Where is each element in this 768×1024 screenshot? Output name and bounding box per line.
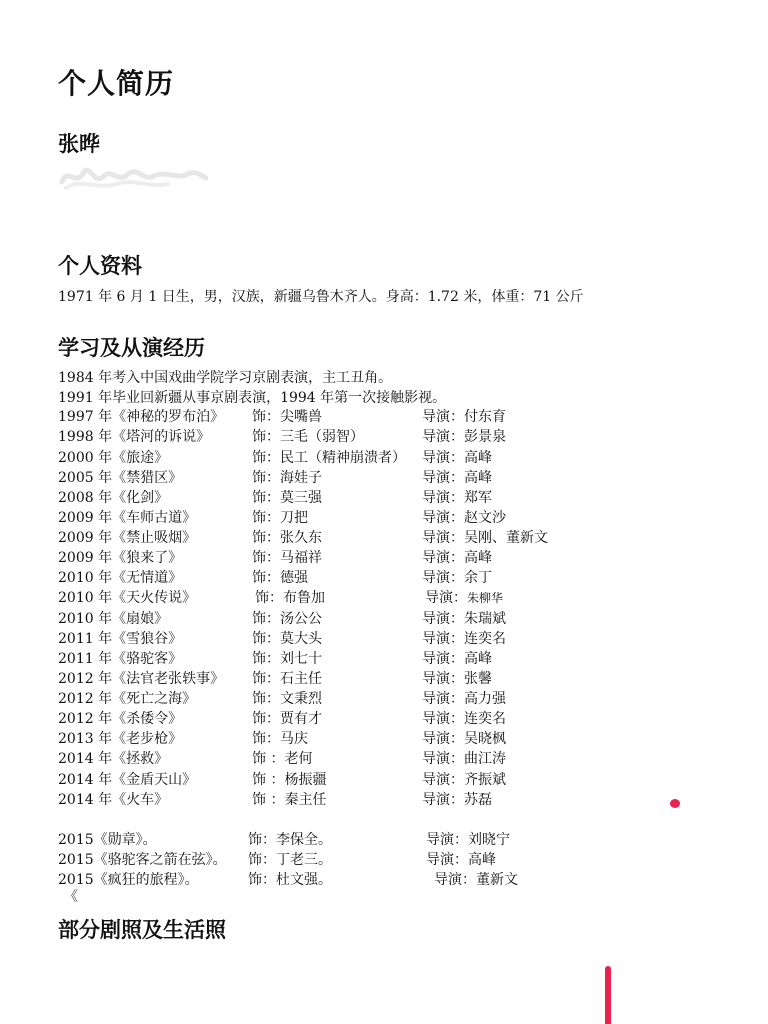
experience-intro-line: 1984 年考入中国戏曲学院学习京剧表演，主工丑角。 bbox=[58, 370, 393, 386]
role-character: 饰 ：老何 bbox=[252, 751, 313, 767]
role-director-label: 导演： bbox=[425, 590, 467, 606]
stray-bracket: 《 bbox=[64, 889, 78, 905]
role-director: 导演：曲江涛 bbox=[422, 751, 506, 767]
signature-image bbox=[58, 158, 208, 194]
role-year-title: 2012 年《杀倭令》 bbox=[58, 711, 183, 727]
role-character: 饰：莫三强 bbox=[252, 490, 322, 506]
role-character: 饰：民工（精神崩溃者） bbox=[252, 450, 406, 466]
experience-intro-line: 1991 年毕业回新疆从事京剧表演，1994 年第一次接触影视。 bbox=[58, 390, 447, 406]
role-year-title: 2014 年《火车》 bbox=[58, 792, 169, 808]
role-year-title: 2011 年《雪狼谷》 bbox=[58, 631, 183, 647]
role-director: 导演：余丁 bbox=[422, 570, 492, 586]
photos-heading: 部分剧照及生活照 bbox=[58, 918, 226, 942]
role-character: 饰：德强 bbox=[252, 570, 308, 586]
role-character: 饰：文秉烈 bbox=[252, 691, 322, 707]
role-year-title: 1998 年《塔河的诉说》 bbox=[58, 429, 211, 445]
role-year-title: 2015《骆驼客之箭在弦》。 bbox=[58, 852, 227, 868]
experience-heading: 学习及从演经历 bbox=[58, 336, 205, 360]
role-character: 饰：张久东 bbox=[252, 530, 322, 546]
red-dot-mark bbox=[670, 799, 680, 808]
role-year-title: 2015《勋章》。 bbox=[58, 832, 157, 848]
role-character: 饰 ：秦主任 bbox=[252, 792, 327, 808]
role-director: 导演：张馨 bbox=[422, 671, 492, 687]
role-director: 导演：齐振斌 bbox=[422, 772, 506, 788]
role-year-title: 2010 年《天火传说》 bbox=[58, 590, 197, 606]
role-year-title: 2009 年《禁止吸烟》 bbox=[58, 530, 197, 546]
role-director: 导演：连奕名 bbox=[422, 711, 506, 727]
role-director: 导演：高峰 bbox=[426, 852, 496, 868]
red-bar-mark bbox=[605, 966, 611, 1024]
profile-text: 1971 年 6 月 1 日生，男，汉族，新疆乌鲁木齐人。身高：1.72 米，体重：71 公斤 bbox=[58, 289, 584, 305]
role-director: 导演：高峰 bbox=[422, 651, 492, 667]
role-year-title: 2012 年《法官老张轶事》 bbox=[58, 671, 225, 687]
role-year-title: 2000 年《旅途》 bbox=[58, 450, 169, 466]
role-director: 导演：高力强 bbox=[422, 691, 506, 707]
role-director: 导演：刘晓宁 bbox=[426, 832, 510, 848]
role-director: 导演：董新文 bbox=[434, 872, 518, 888]
role-year-title: 2015《疯狂的旅程》。 bbox=[58, 872, 199, 888]
role-year-title: 2008 年《化剑》 bbox=[58, 490, 169, 506]
role-character: 饰 ：杨振疆 bbox=[252, 772, 327, 788]
role-character: 饰：杜文强。 bbox=[248, 872, 332, 888]
role-year-title: 2005 年《禁猎区》 bbox=[58, 470, 183, 486]
role-year-title: 2013 年《老步枪》 bbox=[58, 731, 183, 747]
role-director: 导演：朱瑞斌 bbox=[422, 611, 506, 627]
role-year-title: 2011 年《骆驼客》 bbox=[58, 651, 183, 667]
role-director: 导演：苏磊 bbox=[422, 792, 492, 808]
role-year-title: 2009 年《狼来了》 bbox=[58, 550, 183, 566]
role-character: 饰：马庆 bbox=[252, 731, 308, 747]
role-director bbox=[425, 587, 503, 607]
person-name: 张晔 bbox=[58, 132, 100, 156]
role-year-title: 2010 年《扇娘》 bbox=[58, 611, 169, 627]
role-character: 饰：布鲁加 bbox=[255, 590, 325, 606]
role-character: 饰：三毛（弱智） bbox=[252, 429, 364, 445]
role-year-title: 2012 年《死亡之海》 bbox=[58, 691, 197, 707]
profile-heading: 个人资料 bbox=[58, 254, 142, 278]
role-director: 导演：高峰 bbox=[422, 550, 492, 566]
role-director: 导演：郑军 bbox=[422, 490, 492, 506]
role-character: 饰：马福祥 bbox=[252, 550, 322, 566]
role-year-title: 1997 年《神秘的罗布泊》 bbox=[58, 409, 225, 425]
role-character: 饰：尖嘴兽 bbox=[252, 409, 322, 425]
role-director: 导演：吴刚、董新文 bbox=[422, 530, 548, 546]
role-character: 饰：石主任 bbox=[252, 671, 322, 687]
role-year-title: 2010 年《无情道》 bbox=[58, 570, 183, 586]
role-year-title: 2009 年《车师古道》 bbox=[58, 510, 197, 526]
role-character: 饰：贾有才 bbox=[252, 711, 322, 727]
role-character: 饰：李保全。 bbox=[248, 832, 332, 848]
role-character: 饰：莫大头 bbox=[252, 631, 322, 647]
role-character: 饰：海娃子 bbox=[252, 470, 322, 486]
role-character: 饰：汤公公 bbox=[252, 611, 322, 627]
role-director: 导演：赵文沙 bbox=[422, 510, 506, 526]
role-director: 导演：彭景泉 bbox=[422, 429, 506, 445]
role-director: 导演：连奕名 bbox=[422, 631, 506, 647]
role-director-name: 朱柳华 bbox=[467, 591, 504, 605]
role-director: 导演：吴晓枫 bbox=[422, 731, 506, 747]
role-director: 导演：付东育 bbox=[422, 409, 506, 425]
page-title: 个人简历 bbox=[58, 67, 175, 100]
role-year-title: 2014 年《金盾天山》 bbox=[58, 772, 197, 788]
role-year-title: 2014 年《拯救》 bbox=[58, 751, 169, 767]
role-character: 饰：丁老三。 bbox=[248, 852, 332, 868]
role-director: 导演：高峰 bbox=[422, 450, 492, 466]
role-director: 导演：高峰 bbox=[422, 470, 492, 486]
role-character: 饰：刀把 bbox=[252, 510, 308, 526]
role-character: 饰：刘七十 bbox=[252, 651, 322, 667]
